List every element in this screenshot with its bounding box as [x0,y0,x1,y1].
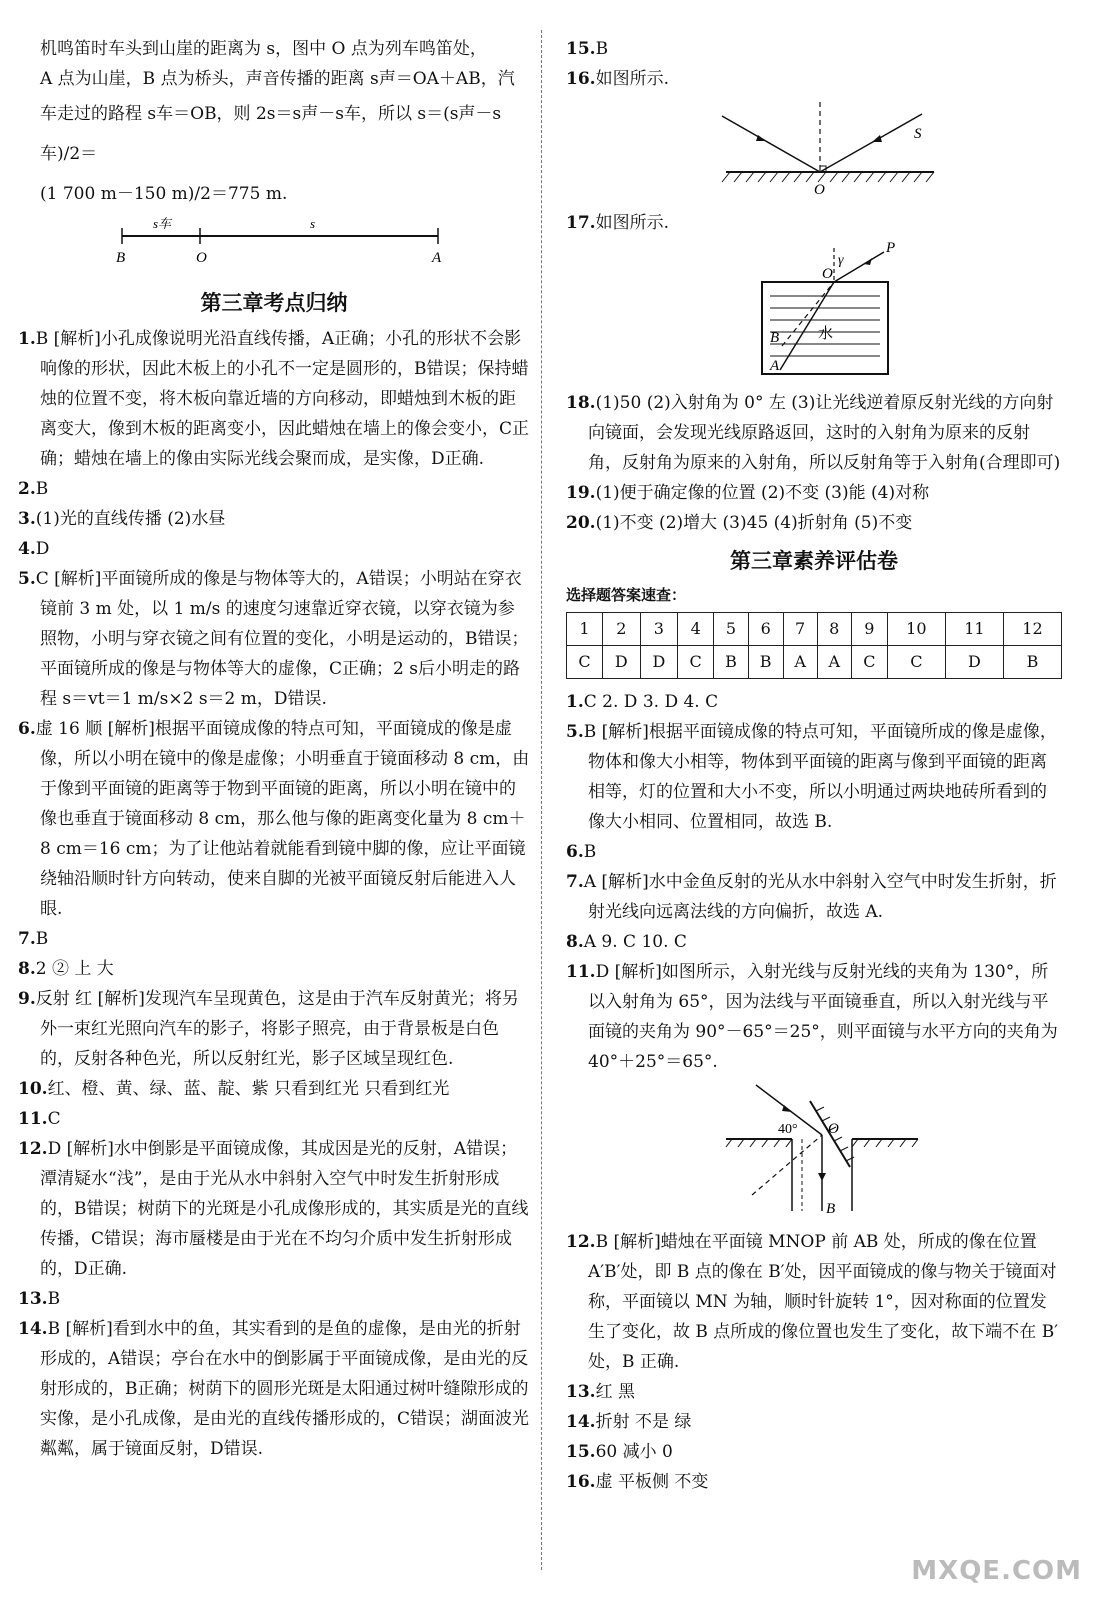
table-cell: B [714,646,749,679]
answer-item: 13.B [18,1289,61,1309]
answer-table [566,612,1062,679]
label-water: 水 [818,326,834,342]
table-cell: C [851,646,887,679]
answer-item: 20.(1)不变 (2)增大 (3)45 (4)折射角 (5)不变 [566,513,913,533]
table-cell: 3 [640,613,678,646]
table-cell: D [945,646,1003,679]
table-cell: B [1003,646,1061,679]
table-cell: D [640,646,678,679]
answer-item: 4.D [18,539,50,559]
table-cell: 12 [1003,613,1061,646]
answer-item: 14.折射 不是 绿 [566,1412,692,1432]
summary-answer-list [18,324,530,1464]
table-cell: 1 [567,613,603,646]
table-cell: 7 [783,613,817,646]
answer-item: 16.如图所示. [566,69,669,89]
answer-item: 8.A 9. C 10. C [566,932,687,952]
table-cell: 9 [851,613,887,646]
answer-item: 15.60 减小 0 [566,1442,673,1462]
section-heading-assessment: 第三章素养评估卷 [730,549,898,573]
answer-item: 12.B [解析]蜡烛在平面镜 MNOP 前 AB 处，所成的像在位置 A′B′处，即 B 点的像在 B′处，因平面镜成的像与物关于镜面对称，平面镜以 MN 为轴，顺时针旋转 1°，因对称面的位置发生了变化，故 B 点所成的像位置也发生了变化，故下端不在 B′处，B 正确. [566,1232,1059,1372]
table-cell: 2 [603,613,641,646]
label-gamma: γ [838,253,844,268]
intro-line: A 点为山崖，B 点为桥头，声音传播的距离 s声＝OA＋AB，汽 [40,69,515,89]
label-O: O [814,182,825,198]
answer-item: 6.B [566,842,597,862]
answer-item: 18.(1)50 (2)入射角为 0° 左 (3)让光线逆着原反射光线的方向射向镜面，会发现光线原路返回，这时的入射角为原来的反射角，反射角为原来的入射角，所以反射角等于入射角(合理即可) [566,393,1061,473]
label-B: B [116,250,126,266]
answer-item: 16.虚 平板侧 不变 [566,1472,709,1492]
answer-table-answers [567,646,1062,679]
label-s-car: s车 [153,216,172,231]
table-cell: 6 [748,613,783,646]
answer-item: 12.D [解析]水中倒影是平面镜成像，其成因是光的反射，A错误；潭清疑水“浅”，是由于光从水中斜射入空气中时发生折射形成的，B错误；树荫下的光斑是小孔成像形成的，其实质是光的直线传播，C错误；海市蜃楼是由于光在不均匀介质中发生折射形成的，D正确. [18,1139,529,1279]
answer-item: 6.虚 16 顺 [解析]根据平面镜成像的特点可知，平面镜成的像是虚像，所以小明在镜中的像是虚像；小明垂直于镜面移动 8 cm，由于像到平面镜的距离等于物到平面镜的距离，所以小明在镜中的像也垂直于镜面移动 8 cm，那么他与像的距离变化量为 8 cm＋8 cm＝16 cm；为了让他站着就能看到镜中脚的像，应让平面镜绕轴沿顺时针方向转动，使来自脚的光被平面镜反射后能进入人眼. [18,719,530,919]
label-O: O [822,266,833,282]
answer-item: 8.2 ② 上 大 [18,959,114,979]
intro-line: 车走过的路程 s车＝OB，则 2s＝s声－s车，所以 s＝(s声－s车)/2＝ [40,104,502,164]
answer-item: 13.红 黑 [566,1382,635,1402]
table-cell: C [567,646,603,679]
label-O: O [828,1121,839,1137]
table-cell: C [678,646,714,679]
label-S: S [914,126,922,142]
answer-item: 5.C [解析]平面镜所成的像是与物体等大的，A错误；小明站在穿衣镜前 3 m 处，以 1 m/s 的速度匀速靠近穿衣镜，以穿衣镜为参照物，小明与穿衣镜之间有位置的变化，小明是运动的，B错误；平面镜所成的像是与物体等大的虚像，C正确；2 s后小明走的路程 s＝vt＝1 m/s×2 s＝2 m，D错误. [18,569,529,709]
answer-item: 14.B [解析]看到水中的鱼，其实看到的是鱼的虚像，是由光的折射形成的，A错误；亭台在水中的倒影属于平面镜成像，是由光的反射形成的，B正确；树荫下的圆形光斑是太阳通过树叶缝隙形成的实像，是小孔成像，是由光的直线传播形成的，C错误；湖面波光粼粼，属于镜面反射，D错误. [18,1319,530,1459]
table-cell: C [887,646,945,679]
table-cell: 10 [887,613,945,646]
answer-item: 10.红、橙、黄、绿、蓝、靛、紫 只看到红光 只看到红光 [18,1079,450,1099]
mirror-angle-diagram-11 [566,1077,1062,1217]
answer-item: 2.B [18,479,49,499]
table-cell: A [783,646,817,679]
answer-item: 19.(1)便于确定像的位置 (2)不变 (3)能 (4)对称 [566,483,930,503]
answer-item: 1.B [解析]小孔成像说明光沿直线传播，A正确；小孔的形状不会影响像的形状，因此木板上的小孔不一定是圆形的，B错误；保持蜡烛的位置不变，将木板向靠近墙的方向移动，即蜡烛到木板的距离变大，像到木板的距离变小，因此蜡烛在墙上的像会变小，C正确；蜡烛在墙上的像由实际光线会聚而成，是实像，D正确. [18,329,530,469]
watermark: MXQE.COM [911,1556,1082,1586]
label-A: A [770,358,780,374]
answer-item: 7.A [解析]水中金鱼反射的光从水中斜射入空气中时发生折射，折射光线向远离法线的方向偏折，故选 A. [566,872,1057,922]
table-cell: 4 [678,613,714,646]
intro-paragraph [18,34,530,214]
answer-item: 11.D [解析]如图所示，入射光线与反射光线的夹角为 130°，所以入射角为 65°，因为法线与平面镜垂直，所以入射光线与平面镜的夹角为 90°－65°＝25°，则平面镜与水平方向的夹角为 40°＋25°＝65°. [566,962,1058,1072]
left-column [18,34,530,1464]
answer-item: 11.C [18,1109,61,1129]
label-P: P [886,240,896,256]
answer-item: 15.B [566,39,609,59]
section-heading-summary: 第三章考点归纳 [200,291,348,315]
table-cell: 11 [945,613,1003,646]
table-cell: D [603,646,641,679]
distance-line-diagram [18,214,530,270]
column-divider [541,30,542,1570]
answer-item: 5.B [解析]根据平面镜成像的特点可知，平面镜所成的像是虚像，物体和像大小相等，物体到平面镜的距离与像到平面镜的距离相等，灯的位置和大小不变，所以小明通过两块地砖所看到的像大小相同、位置相同，故选 B. [566,722,1057,832]
table-cell: A [817,646,851,679]
refraction-diagram-17 [566,238,1062,378]
answer-item: 9.反射 红 [解析]发现汽车呈现黄色，这是由于汽车反射黄光；将另外一束红光照向汽车的影子，将影子照亮，由于背景板是白色的，反射各种色光，所以反射红光，影子区域呈现红色. [18,989,519,1069]
label-angle: 40° [778,1122,798,1137]
right-column [566,34,1062,1497]
answer-item: 1.C 2. D 3. D 4. C [566,692,719,712]
table-cell: 5 [714,613,749,646]
label-s: s [310,216,316,231]
table-cell: B [748,646,783,679]
intro-line: (1 700 m－150 m)/2＝775 m. [40,184,288,204]
answer-table-numbers [567,613,1062,646]
label-B: B [826,1201,836,1217]
quick-check-label: 选择题答案速查： [566,586,687,604]
answer-item: 7.B [18,929,49,949]
label-A: A [432,250,442,266]
table-cell: 8 [817,613,851,646]
label-B: B [770,330,780,346]
intro-line: 机鸣笛时车头到山崖的距离为 s，图中 O 点为列车鸣笛处， [40,39,487,59]
label-O: O [196,250,207,266]
answer-item: 3.(1)光的直线传播 (2)水昼 [18,509,226,529]
answer-item: 17.如图所示. [566,213,669,233]
reflection-diagram-16 [566,94,1062,198]
